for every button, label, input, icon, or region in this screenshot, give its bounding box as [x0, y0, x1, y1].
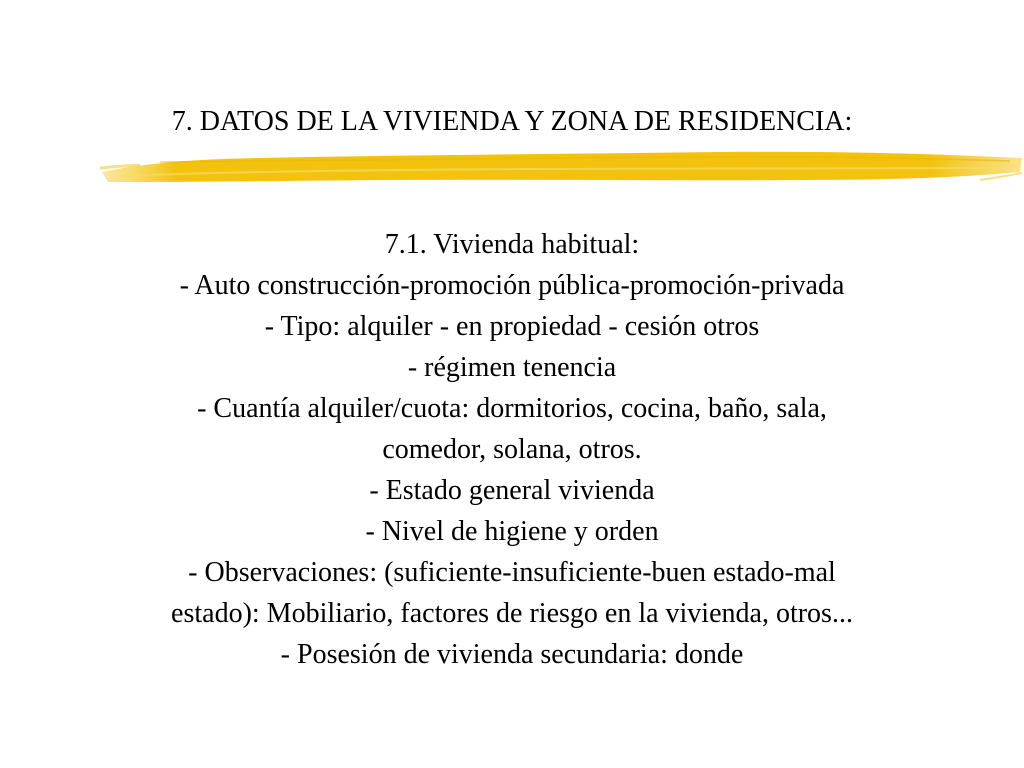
slide-body: [40, 224, 984, 675]
list-item: - Tipo: alquiler - en propiedad - cesión otros: [264, 311, 760, 342]
list-item: - régimen tenencia: [407, 352, 617, 383]
subsection-heading: 7.1. Vivienda habitual:: [384, 229, 640, 260]
list-item-continuation: estado): Mobiliario, factores de riesgo en la vivienda, otros...: [171, 598, 853, 629]
list-item: - Estado general vivienda: [369, 475, 655, 506]
yellow-brush-stroke-underline: [100, 142, 1024, 188]
list-item: - Observaciones: (suficiente-insuficiente-buen estado-mal: [188, 557, 836, 588]
list-item: - Posesión de vivienda secundaria: donde: [280, 639, 744, 670]
list-item: - Auto construcción-promoción pública-promoción-privada: [179, 270, 845, 301]
list-item: - Cuantía alquiler/cuota: dormitorios, cocina, baño, sala,: [197, 393, 827, 424]
list-item: - Nivel de higiene y orden: [365, 516, 659, 547]
slide-title: 7. DATOS DE LA VIVIENDA Y ZONA DE RESIDENCIA:: [171, 106, 853, 137]
list-item-continuation: comedor, solana, otros.: [382, 434, 642, 465]
